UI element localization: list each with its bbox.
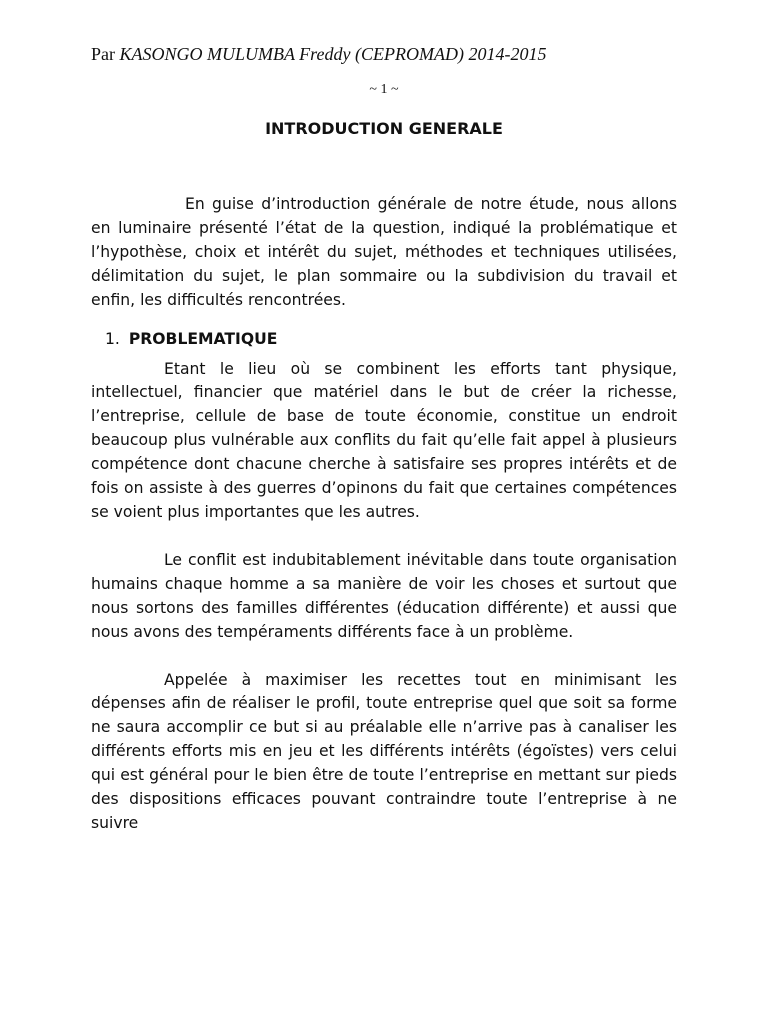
document-body	[91, 193, 677, 836]
section-number: 1.	[105, 329, 120, 348]
page-number: ~ 1 ~	[369, 82, 399, 97]
intro-paragraph: En guise d’introduction générale de notre étude, nous allons en luminaire présenté l’état de la question, indiqué la problématique et l’hypothèse, choix et intérêt du sujet, méthodes et techniques utilisées, délimitation du sujet, le plan sommaire ou la subdivision du travail et enfin, les difficultés rencontrées.	[91, 195, 677, 309]
section-heading	[105, 327, 677, 351]
page-header	[91, 40, 711, 68]
body-paragraph: Etant le lieu où se combinent les efforts tant physique, intellectuel, financier que matériel dans le but de créer la richesse, l’entreprise, cellule de base de toute économie, constitue un endroit beaucoup plus vulnérable aux conflits du fait qu’elle fait appel à plusieurs compétence dont chacune cherche à satisfaire ses propres intérêts et de fois on assiste à des guerres d’opinons du fait que certaines compétences se voient plus importantes que les autres.	[91, 359, 677, 521]
body-paragraph: Le conflit est indubitablement inévitable dans toute organisation humains chaque homme a sa manière de voir les choses et surtout que nous sortons des familles différentes (éducation différente) et aussi que nous avons des tempéraments différents face à un problème.	[91, 550, 677, 641]
body-paragraph: Appelée à maximiser les recettes tout en minimisant les dépenses afin de réaliser le profil, toute entreprise quel que soit sa forme ne saura accomplir ce but si au préalable elle n’arrive pas à canaliser les différents efforts mis en jeu et les différents intérêts (égoïstes) vers celui qui est général pour le bien être de toute l’entreprise en mettant sur pieds des dispositions efficaces pouvant contraindre toute l’entreprise à ne suivre	[91, 670, 677, 832]
document-title: INTRODUCTION GENERALE	[265, 119, 503, 138]
header-author: KASONGO MULUMBA Freddy (CEPROMAD) 2014-2015	[119, 44, 547, 64]
section-heading-label: PROBLEMATIQUE	[128, 329, 278, 348]
header-prefix: Par	[91, 44, 115, 64]
